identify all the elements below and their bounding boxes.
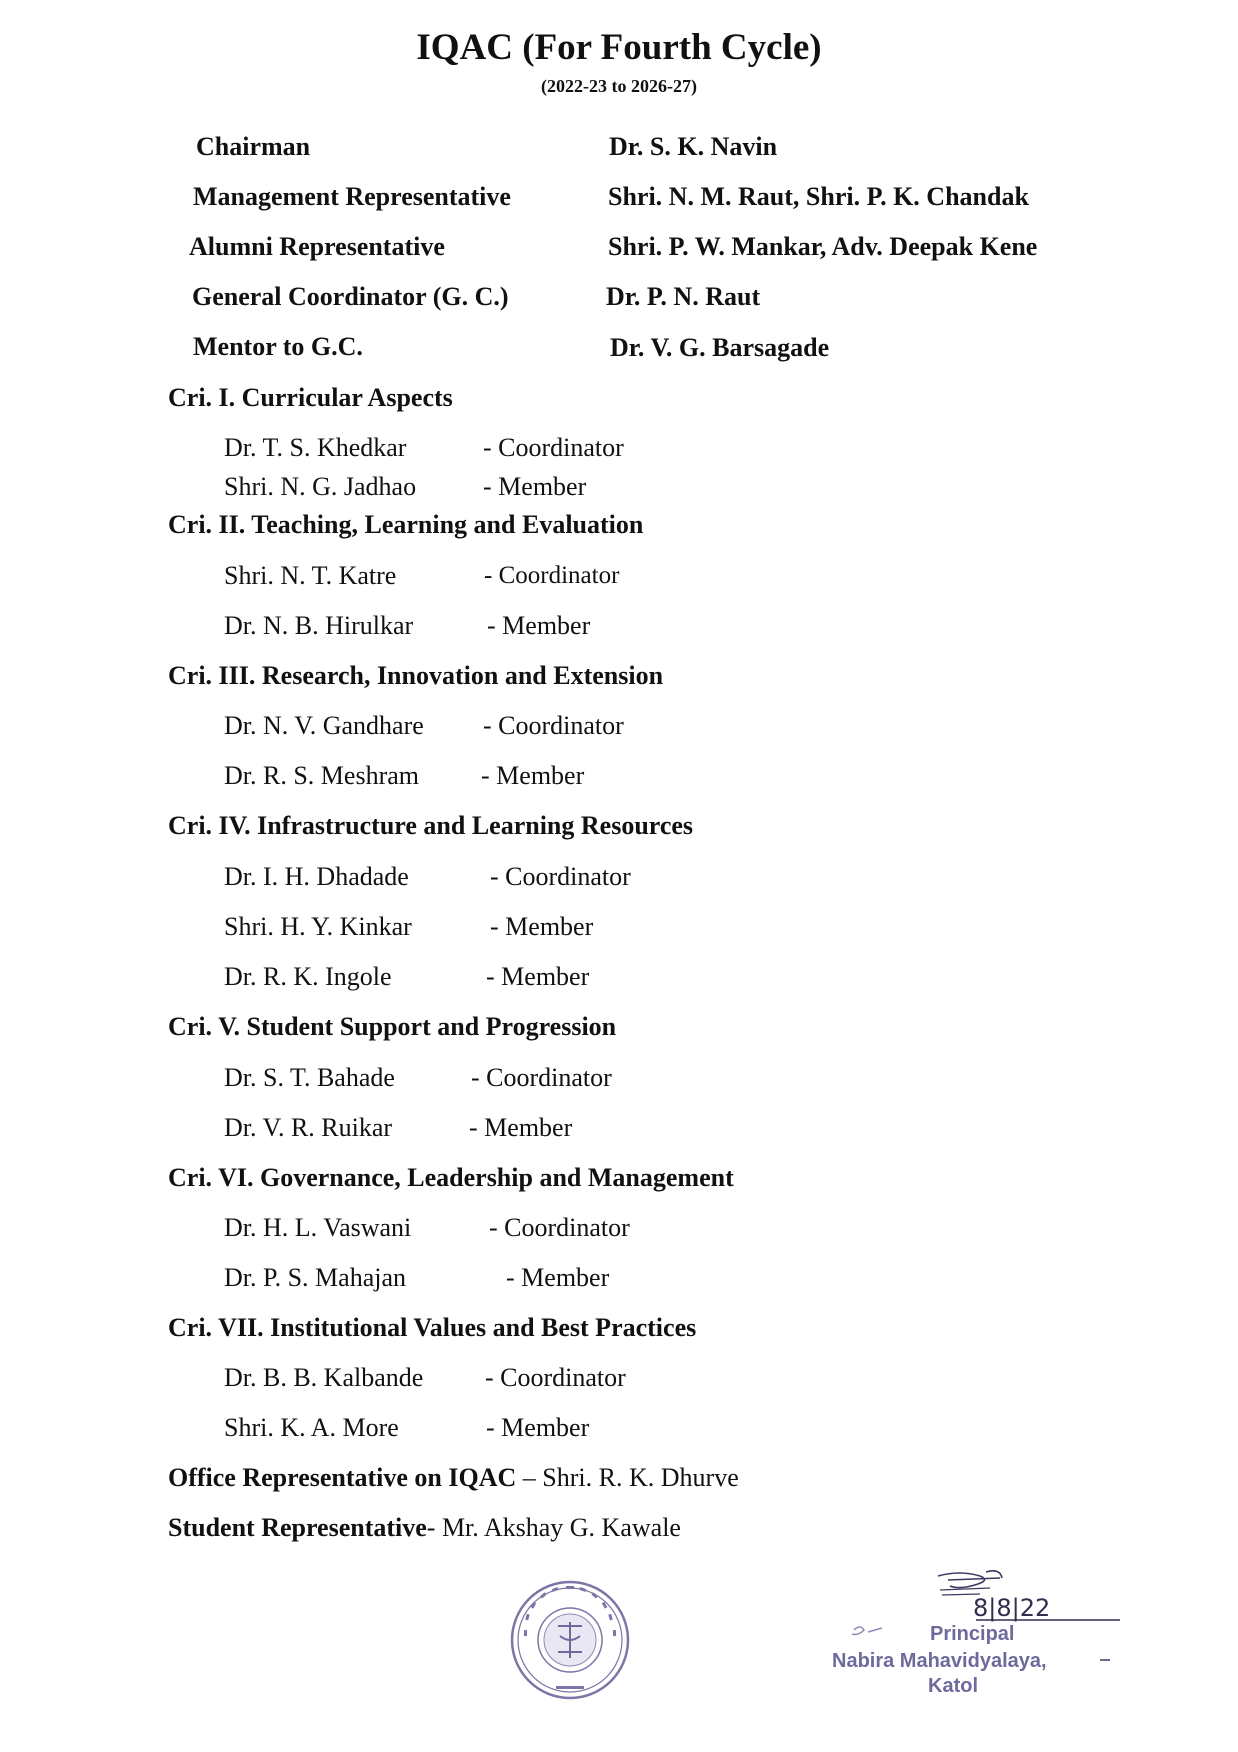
member-role: - Member [469,1113,573,1142]
member-role: - Member [481,761,585,790]
principal-signature [830,1568,1130,1698]
official-role: Management Representative [193,182,511,211]
member-role: - Member [490,912,594,941]
member-role: - Coordinator [484,562,620,589]
member-name: Shri. H. Y. Kinkar [224,912,412,941]
member-name: Dr. T. S. Khedkar [224,433,407,462]
page-title: IQAC (For Fourth Cycle) [416,27,822,68]
member-role: - Coordinator [471,1063,612,1092]
official-role: General Coordinator (G. C.) [192,282,509,311]
criterion-heading: Cri. V. Student Support and Progression [168,1012,617,1041]
office-representative-value: – Shri. R. K. Dhurve [516,1463,739,1492]
member-role: - Member [483,472,587,501]
criterion-heading: Cri. III. Research, Innovation and Extension [168,661,664,690]
member-name: Dr. B. B. Kalbande [224,1363,424,1392]
page-subtitle: (2022-23 to 2026-27) [541,76,697,96]
student-representative-label: Student Representative [168,1513,427,1542]
criterion-heading: Cri. VI. Governance, Leadership and Management [168,1163,734,1192]
official-person: Shri. P. W. Mankar, Adv. Deepak Kene [608,232,1038,261]
member-name: Shri. N. G. Jadhao [224,472,417,501]
member-name: Dr. N. B. Hirulkar [224,611,414,640]
member-role: - Member [506,1263,610,1292]
official-person: Dr. P. N. Raut [606,282,761,311]
student-representative [168,1513,681,1543]
member-name: Dr. H. L. Vaswani [224,1213,412,1242]
member-role: - Coordinator [483,433,624,462]
office-representative-label: Office Representative on IQAC [168,1463,517,1492]
member-name: Shri. N. T. Katre [224,561,397,590]
signature-title: Principal [930,1623,1015,1645]
member-name: Dr. P. S. Mahajan [224,1263,406,1292]
member-role: - Coordinator [483,711,624,740]
member-role: - Member [486,962,590,991]
member-name: Dr. V. R. Ruikar [224,1113,393,1142]
member-role: - Member [486,1413,590,1442]
member-role: - Coordinator [489,1213,630,1242]
signature-date: 8|8|22 [973,1594,1051,1622]
member-name: Shri. K. A. More [224,1413,399,1442]
criterion-heading: Cri. IV. Infrastructure and Learning Resources [168,811,694,840]
criterion-heading: Cri. VII. Institutional Values and Best Practices [168,1313,697,1342]
member-name: Dr. R. S. Meshram [224,761,419,790]
college-seal [508,1578,632,1702]
member-name: Dr. S. T. Bahade [224,1063,395,1092]
member-name: Dr. N. V. Gandhare [224,711,424,740]
member-name: Dr. R. K. Ingole [224,962,392,991]
criterion-heading: Cri. II. Teaching, Learning and Evaluation [168,510,644,539]
member-role: - Member [487,611,591,640]
official-person: Dr. V. G. Barsagade [610,333,830,362]
member-role: - Coordinator [490,862,631,891]
official-role: Mentor to G.C. [193,332,363,361]
official-role: Alumni Representative [189,232,445,261]
official-person: Shri. N. M. Raut, Shri. P. K. Chandak [608,182,1029,211]
signature-place: Katol [928,1675,978,1697]
student-representative-value: - Mr. Akshay G. Kawale [426,1513,681,1542]
member-name: Dr. I. H. Dhadade [224,862,409,891]
official-person: Dr. S. K. Navin [609,132,778,161]
member-role: - Coordinator [485,1363,626,1392]
criterion-heading: Cri. I. Curricular Aspects [168,383,453,412]
office-representative [168,1463,739,1493]
official-role: Chairman [196,132,311,161]
signature-institution: Nabira Mahavidyalaya, [832,1650,1047,1672]
